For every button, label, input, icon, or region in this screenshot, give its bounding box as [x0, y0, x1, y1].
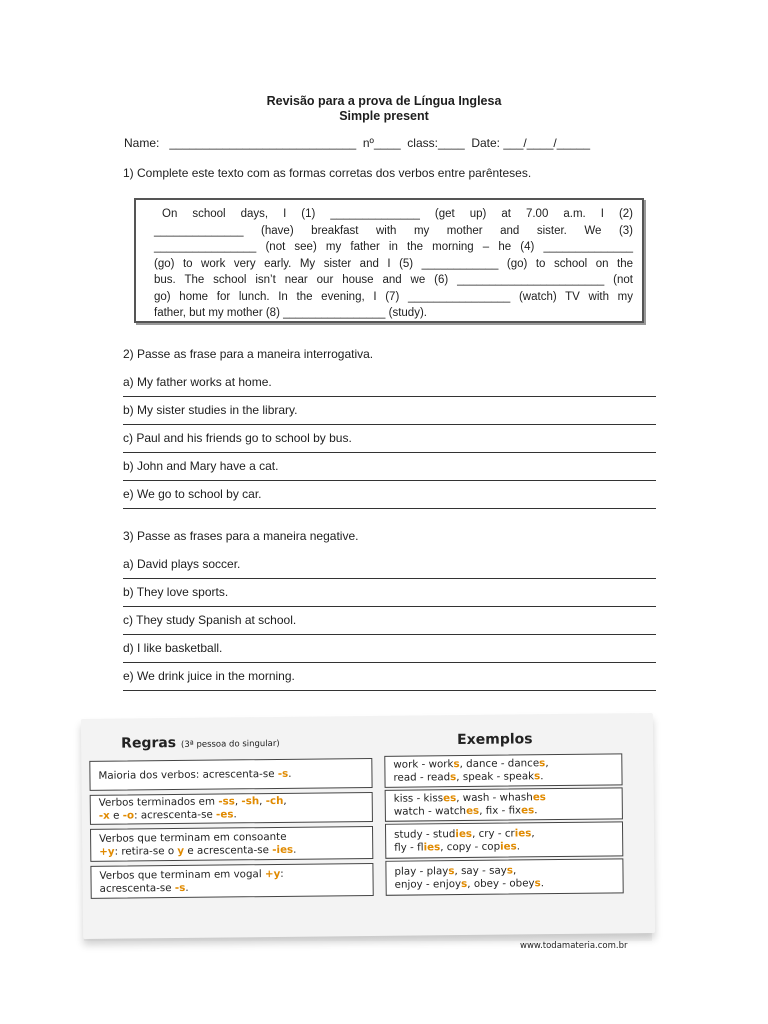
regras-note: (3ª pessoa do singular)	[180, 738, 280, 750]
rule-cell: Verbos que terminam em vogal +y: acrescenta-se -s.	[90, 863, 373, 899]
question-item: c) Paul and his friends go to school by bus.	[123, 431, 352, 445]
fill-in-text	[154, 206, 633, 322]
fill-in-text-line: ______________ (have) breakfast with my mother and sister. We (3)	[154, 224, 633, 237]
rule-cell: Verbos terminados em -ss, -sh, -ch, -x e -o: acrescenta-se -es.	[90, 792, 373, 825]
rules-card	[81, 713, 655, 939]
question-item: a) My father works at home.	[123, 375, 272, 389]
question-item: a) David plays soccer.	[123, 557, 241, 571]
answer-line[interactable]	[123, 578, 656, 579]
answer-line[interactable]	[123, 634, 656, 635]
exemplos-heading: Exemplos	[457, 731, 533, 749]
question-item: b) My sister studies in the library.	[123, 403, 298, 417]
fill-in-text-line: On school days, I (1) ______________ (get up) at 7.00 a.m. I (2)	[162, 208, 633, 220]
answer-line[interactable]	[123, 690, 656, 691]
example-cell: study - studies, cry - cries, fly - flies, copy - copies.	[385, 821, 623, 858]
fill-in-text-line: ________________ (not see) my father in the morning – he (4) ______________	[154, 241, 633, 253]
rule-cell: Maioria dos verbos: acrescenta-se -s.	[89, 758, 372, 791]
page-subtitle: Simple present	[339, 109, 429, 123]
question-1-heading: 1) Complete este texto com as formas corretas dos verbos entre parênteses.	[123, 166, 532, 180]
question-item: c) They study Spanish at school.	[123, 613, 297, 627]
example-cell: kiss - kisses, wash - whashes watch - watches, fix - fixes.	[385, 787, 623, 821]
fill-in-text-line: father, but my mother (8) ________________ (study).	[154, 307, 427, 319]
question-item: b) They love sports.	[123, 585, 229, 599]
answer-line[interactable]	[123, 452, 656, 453]
question-item: e) We drink juice in the morning.	[123, 669, 295, 683]
regras-title: Regras	[121, 735, 177, 752]
fill-in-text-line: bus. The school isn’t near our house and we (6) _______________________ (not	[154, 274, 633, 286]
student-info-line: Name: ____________________________ nº____ class:____ Date: ___/____/_____	[124, 136, 591, 150]
question-item: b) John and Mary have a cat.	[123, 459, 279, 473]
answer-line[interactable]	[123, 508, 656, 509]
question-item: d) I like basketball.	[123, 641, 223, 655]
source-credit: www.todamateria.com.br	[520, 941, 628, 951]
answer-line[interactable]	[123, 606, 656, 607]
regras-heading	[121, 734, 280, 752]
fill-in-text-line: go) home for lunch. In the evening, I (7) ________________ (watch) TV with my	[154, 290, 633, 303]
fill-in-text-box	[134, 198, 644, 323]
answer-line[interactable]	[123, 480, 656, 481]
question-item: e) We go to school by car.	[123, 487, 262, 501]
question-3-heading: 3) Passe as frases para a maneira negative.	[123, 529, 359, 543]
example-cell: work - works, dance - dances, read - reads, speak - speaks.	[384, 753, 622, 787]
answer-line[interactable]	[123, 396, 656, 397]
question-2-heading: 2) Passe as frase para a maneira interrogativa.	[123, 347, 374, 361]
rule-cell: Verbos que terminam em consoante +y: retira-se o y e acrescenta-se -ies.	[90, 826, 373, 862]
page-title: Revisão para a prova de Língua Inglesa	[266, 94, 502, 108]
fill-in-text-line: (go) to work very early. My sister and I (5) ____________ (go) to school on the	[154, 257, 633, 270]
answer-line[interactable]	[123, 424, 656, 425]
answer-line[interactable]	[123, 662, 656, 663]
example-cell: play - plays, say - says, enjoy - enjoys, obey - obeys.	[385, 858, 623, 895]
